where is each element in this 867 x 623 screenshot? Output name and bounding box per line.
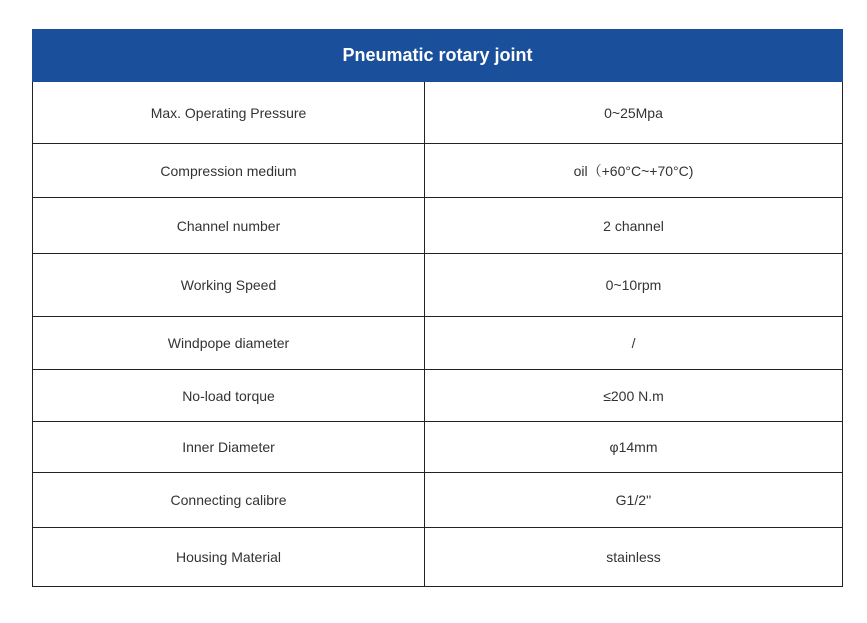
table-header-row [33, 30, 843, 82]
table-row [33, 473, 843, 528]
row-value: stainless [425, 528, 843, 587]
row-label: Working Speed [33, 254, 425, 317]
row-value: ≤200 N.m [425, 370, 843, 422]
row-label: Max. Operating Pressure [33, 82, 425, 144]
table-row [33, 82, 843, 144]
row-label: No-load torque [33, 370, 425, 422]
row-value: 2 channel [425, 198, 843, 254]
table-row [33, 528, 843, 587]
row-label: Compression medium [33, 144, 425, 198]
row-value: 0~10rpm [425, 254, 843, 317]
row-label: Windpope diameter [33, 317, 425, 370]
table-title: Pneumatic rotary joint [33, 30, 843, 82]
row-value: / [425, 317, 843, 370]
spec-table [32, 29, 843, 587]
table-row [33, 422, 843, 473]
row-value: 0~25Mpa [425, 82, 843, 144]
row-value: φ14mm [425, 422, 843, 473]
table-row [33, 254, 843, 317]
row-value: oil（+60°C~+70°C) [425, 144, 843, 198]
row-label: Channel number [33, 198, 425, 254]
row-label: Inner Diameter [33, 422, 425, 473]
table-row [33, 144, 843, 198]
row-label: Connecting calibre [33, 473, 425, 528]
row-label: Housing Material [33, 528, 425, 587]
row-value: G1/2'' [425, 473, 843, 528]
table-row [33, 317, 843, 370]
table-row [33, 198, 843, 254]
table-row [33, 370, 843, 422]
